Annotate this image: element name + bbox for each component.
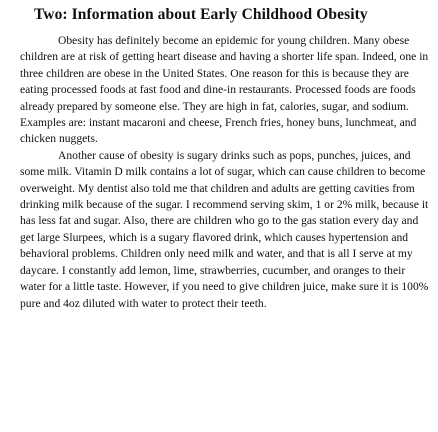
paragraph-obesity-epidemic: Obesity has definitely become an epidemic for young children. Many obese children are at risk of getting heart disease and having a shorter life span. Indeed, one in three children are obese in the United States. One reason for this is because they are eating processed foods at fast food and dine-in restaurants. Processed foods are foods already prepared by someone else. They are high in fat, calories, sugar, and sodium. Examples are: instant macaroni and cheese, French fries, honey buns, lunchmeat, and chicken nuggets. xyxy=(20,34,429,146)
section-heading: Two: Information about Early Childhood Obesity xyxy=(34,6,368,23)
paragraph-sugary-drinks: Another cause of obesity is sugary drinks such as pops, punches, juices, and some milk. Vitamin D milk contains a lot of sugar, which can cause children to become overweight. My dentist also told me that children and adults are getting cavities from drinking milk because of the sugar. I recommend serving skim, 1 or 2% milk, because it has less fat and sugar. Also, there are children who go to the gas station every day and get large Slurpees, which is a sugary flavored drink, which causes hypertension and behavioral problems. Children only need milk and water, and that is all I serve at my daycare. I constantly add lemon, lime, strawberries, cucumber, and oranges to their water for a little taste. However, if you need to give children juice, make sure it is 100% pure and 4oz diluted with water to protect their teeth. xyxy=(20,148,429,310)
